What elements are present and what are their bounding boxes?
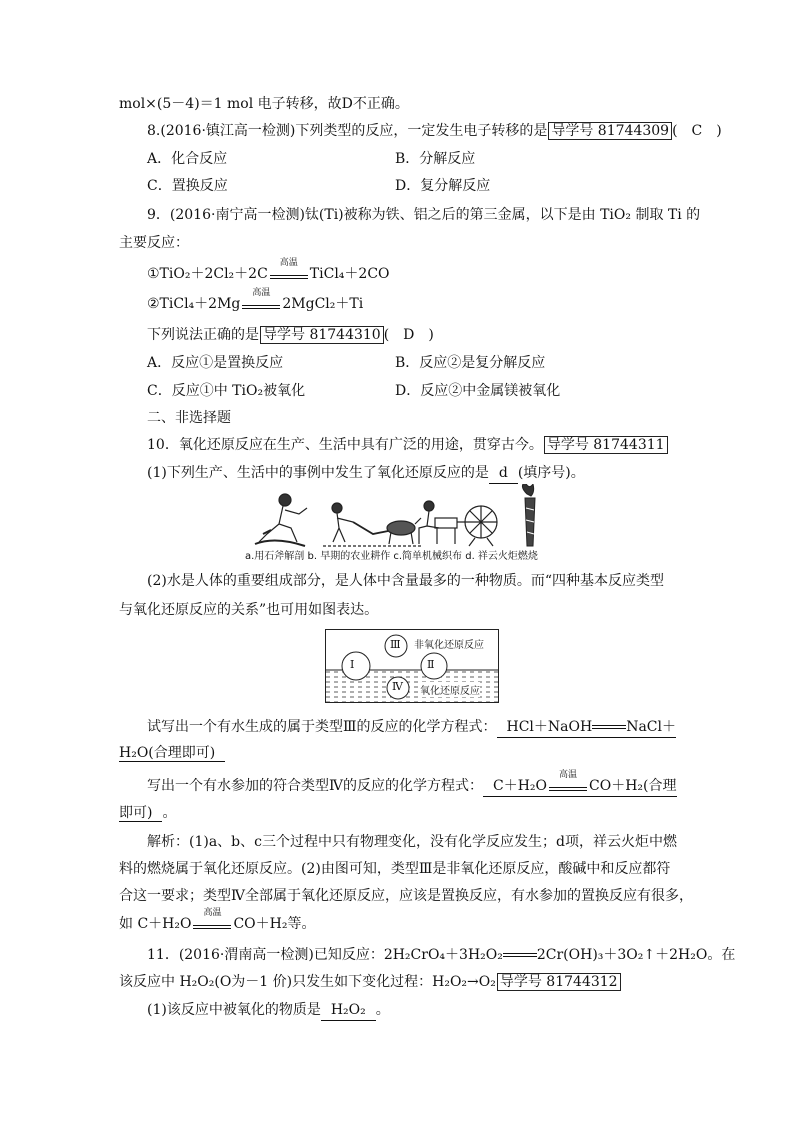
explanation-line (119, 908, 316, 934)
text-line: mol×(5－4)＝1 mol 电子转移，故D不正确。 (119, 96, 409, 112)
reactants: ①TiO₂＋2Cl₂＋2C (147, 266, 268, 282)
condition: 高温 (252, 288, 271, 298)
answer: ( C ) (672, 123, 722, 139)
answer (483, 770, 677, 797)
guide-code: 导学号 81744309 (548, 122, 672, 140)
question-10-4 (147, 770, 677, 797)
question-9: 9．(2016·南宁高一检测)钛(Ti)被称为铁、铝之后的第三金属，以下是由 TiO₂ 制取 Ti 的 (147, 207, 701, 223)
question-text: (1)该反应中被氧化的物质是 (147, 1002, 321, 1018)
farming-figure (323, 503, 423, 546)
option-b: B．分解反应 (395, 151, 476, 167)
non-redox-label: 非氧化还原反应 (414, 640, 484, 651)
text-line: 与氧化还原反应的关系”也可用如图表达。 (119, 602, 379, 618)
option-a: A．化合反应 (147, 151, 228, 167)
stone-axe-figure (255, 494, 307, 546)
answer-continued (119, 803, 176, 823)
question-11 (147, 945, 735, 965)
question-text: 10．氧化还原反应在生产、生活中具有广泛的用途，贯穿古今。 (147, 437, 543, 453)
answer-continued (119, 743, 225, 763)
question-11-1 (147, 1000, 390, 1021)
equation-2 (147, 288, 364, 314)
equals-sign (503, 948, 537, 962)
answer: H₂O₂ (321, 1000, 376, 1021)
condition: 高温 (559, 770, 578, 780)
section-heading: 二、非选择题 (147, 410, 231, 426)
guide-code: 导学号 81744310 (260, 326, 384, 344)
condition-sign (193, 908, 231, 931)
answer: ( D ) (383, 327, 434, 343)
question-8 (147, 121, 722, 141)
guide-code: 导学号 81744312 (497, 973, 621, 991)
option-d: D．复分解反应 (395, 178, 491, 194)
loom-figure (419, 501, 497, 546)
reaction-types-diagram (325, 629, 499, 703)
equation-1 (147, 258, 390, 284)
equation-part: CO＋H₂等。 (233, 916, 316, 932)
option-c: C．置换反应 (147, 178, 228, 194)
condition-sign (270, 258, 308, 281)
figure-caption: a.用石斧解剖 b. 早期的农业耕作 c.简单机械织布 d. 祥云火炬燃烧 (245, 551, 538, 562)
option-d: D．反应②中金属镁被氧化 (395, 383, 561, 399)
question-11-cont (119, 972, 621, 992)
label-I: Ⅰ (350, 658, 355, 671)
question-10-1 (147, 463, 585, 484)
question-text: (填序号)。 (517, 465, 585, 481)
text-line: 主要反应： (119, 235, 189, 251)
question-10 (147, 435, 668, 455)
punctuation: 。 (375, 1002, 390, 1018)
condition: 高温 (279, 258, 298, 268)
redox-label: 氧化还原反应 (420, 682, 480, 697)
products: 2MgCl₂＋Ti (282, 296, 364, 312)
condition: 高温 (203, 908, 222, 918)
option-a: A．反应①是置换反应 (147, 355, 284, 371)
label-II: Ⅱ (427, 658, 435, 671)
question-text: (1)下列生产、生活中的事例中发生了氧化还原反应的是 (147, 465, 489, 481)
question-text: 2Cr(OH)₃＋3O₂↑＋2H₂O。在 (536, 947, 736, 963)
question-text: 8.(2016·镇江高一检测)下列类型的反应，一定发生电子转移的是 (147, 123, 548, 139)
label-IV: Ⅳ (392, 680, 403, 693)
answer-part: NaCl＋ (626, 719, 676, 735)
answer-part: CO＋H₂(合理 (589, 778, 677, 794)
explanation-line: 料的燃烧属于氧化还原反应。(2)由图可知，类型Ⅲ是非氧化还原反应，酸碱中和反应都符 (119, 861, 671, 877)
option-c: C．反应①中 TiO₂被氧化 (147, 383, 306, 399)
question-10-3 (147, 717, 676, 738)
label-III: Ⅲ (390, 638, 401, 651)
explanation-line: 解析：(1)a、b、c三个过程中只有物理变化，没有化学反应发生；d项，祥云火炬中燃 (147, 834, 677, 850)
punctuation: 。 (162, 805, 177, 821)
explanation-line: 合这一要求；类型Ⅳ全部属于氧化还原反应，应该是置换反应，有水参加的置换反应有很多， (119, 888, 693, 904)
question-10-2: (2)水是人体的重要组成部分，是人体中含量最多的一种物质。而“四种基本反应类型 (147, 573, 664, 589)
option-b: B．反应②是复分解反应 (395, 355, 546, 371)
answer (497, 717, 676, 738)
equation-part: 如 C＋H₂O (119, 916, 192, 932)
condition-sign (549, 770, 587, 793)
torch-figure (522, 484, 535, 546)
answer: d (489, 463, 518, 484)
answer-part: 即可) (119, 805, 162, 822)
answer-part: HCl＋NaOH (506, 719, 593, 735)
products: TiCl₄＋2CO (309, 266, 390, 282)
guide-code: 导学号 81744311 (544, 436, 668, 454)
question-9-prompt (147, 325, 434, 345)
circle-I (342, 652, 370, 680)
condition-sign (242, 288, 280, 311)
answer-part: H₂O(合理即可) (119, 745, 225, 762)
answer-part: C＋H₂O (493, 778, 548, 794)
reactants: ②TiCl₄＋2Mg (147, 296, 241, 312)
equals-sign (592, 720, 626, 734)
question-text: 11．(2016·渭南高一检测)已知反应：2H₂CrO₄＋3H₂O₂ (147, 947, 503, 963)
question-text: 写出一个有水参加的符合类型Ⅳ的反应的化学方程式： (147, 778, 483, 794)
question-text: 下列说法正确的是 (147, 327, 259, 343)
question-text: 试写出一个有水生成的属于类型Ⅲ的反应的化学方程式： (147, 719, 497, 735)
question-text: 该反应中 H₂O₂(O为－1 价)只发生如下变化过程：H₂O₂→O₂ (119, 974, 496, 990)
